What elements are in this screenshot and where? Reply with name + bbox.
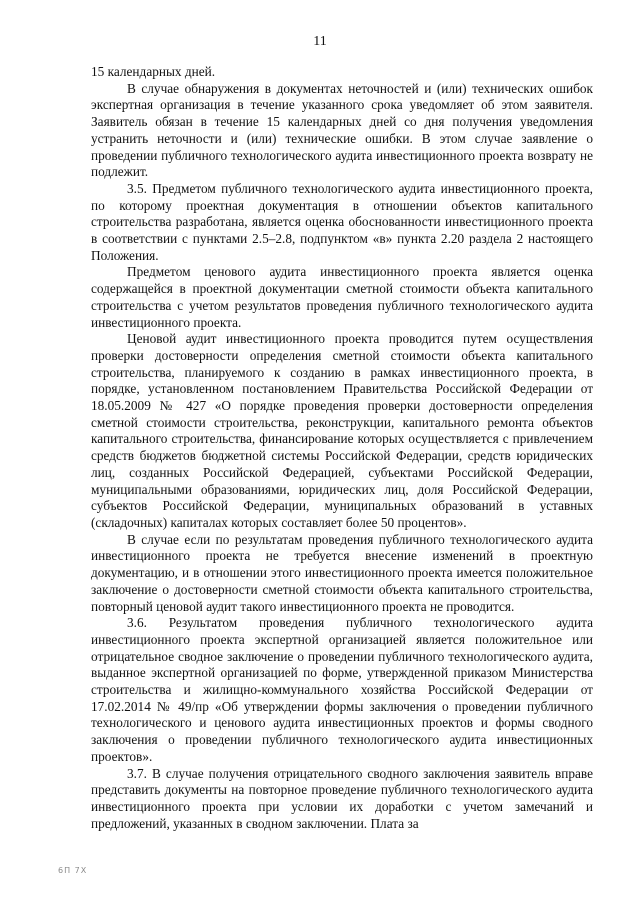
paragraph-3-7: 3.7. В случае получения отрицательного сводного заключения заявитель вправе представить документы на повторное проведение публичного технологического аудита инвестиционного проекта при условии их доработки с учетом замечаний и предложений, указанных в сводном заключении. Плата за [91, 765, 593, 831]
paragraph-3-6: 3.6. Результатом проведения публичного технологического аудита инвестиционного проекта экспертной организацией является положительное или отрицательное сводное заключение о проведении публичного технологического аудита, выданное экспертной организацией по форме, утвержденной приказом Министерства строительства и жилищно-коммунального хозяйства Российской Федерации от 17.02.2014 № 49/пр «Об утверждении формы заключения о проведении публичного технологического и ценового аудита инвестиционных проектов и формы сводного заключения о проведении публичного технологического аудита инвестиционных проектов». [91, 615, 593, 764]
footer-mark: 6П 7Х [58, 866, 88, 875]
paragraph: В случае обнаружения в документах неточностей и (или) технических ошибок экспертная организация в течение указанного срока уведомляет об этом заявителя. Заявитель обязан в течение 15 календарных дней со дня получения уведомления устранить неточности и (или) технические ошибки. В этом случае заявление о проведении публичного технологического аудита инвестиционного проекта возврату не подлежит. [91, 80, 593, 180]
paragraph: Ценовой аудит инвестиционного проекта проводится путем осуществления проверки достоверности определения сметной стоимости объекта капитального строительства, планируемого к созданию в рамках инвестиционного проекта, в порядке, установленном постановлением Правительства Российской Федерации от 18.05.2009 № 427 «О порядке проведения проверки достоверности определения сметной стоимости строительства, реконструкции, капитального ремонта объектов капитального строительства, финансирование которых осуществляется с привлечением средств бюджетов бюджетной системы Российской Федерации, средств юридических лиц, созданных Российской Федерацией, субъектами Российской Федерации, муниципальными образованиями, юридических лиц, доля Российской Федерации, субъектов Российской Федерации, муниципальных образований в уставных (складочных) капиталах которых составляет более 50 процентов». [91, 331, 593, 530]
paragraph-3-5: 3.5. Предметом публичного технологического аудита инвестиционного проекта, по которому проектная документация в отношении объектов капитального строительства разработана, является оценка обоснованности инвестиционного проекта в соответствии с пунктами 2.5–2.8, подпунктом «в» пункта 2.20 раздела 2 настоящего Положения. [91, 180, 593, 263]
paragraph: Предметом ценового аудита инвестиционного проекта является оценка содержащейся в проектной документации сметной стоимости объекта капитального строительства с учетом результатов проведения публичного технологического аудита инвестиционного проекта. [91, 264, 593, 330]
document-body [91, 64, 593, 832]
paragraph: В случае если по результатам проведения публичного технологического аудита инвестиционного проекта не требуется внесение изменений в проектную документацию, и в отношении этого инвестиционного проекта имеется положительное заключение о достоверности сметной стоимости объекта капитального строительства, повторный ценовой аудит такого инвестиционного проекта не проводится. [91, 531, 593, 614]
paragraph-continuation: 15 календарных дней. [91, 64, 216, 79]
page-number: 11 [313, 34, 327, 49]
